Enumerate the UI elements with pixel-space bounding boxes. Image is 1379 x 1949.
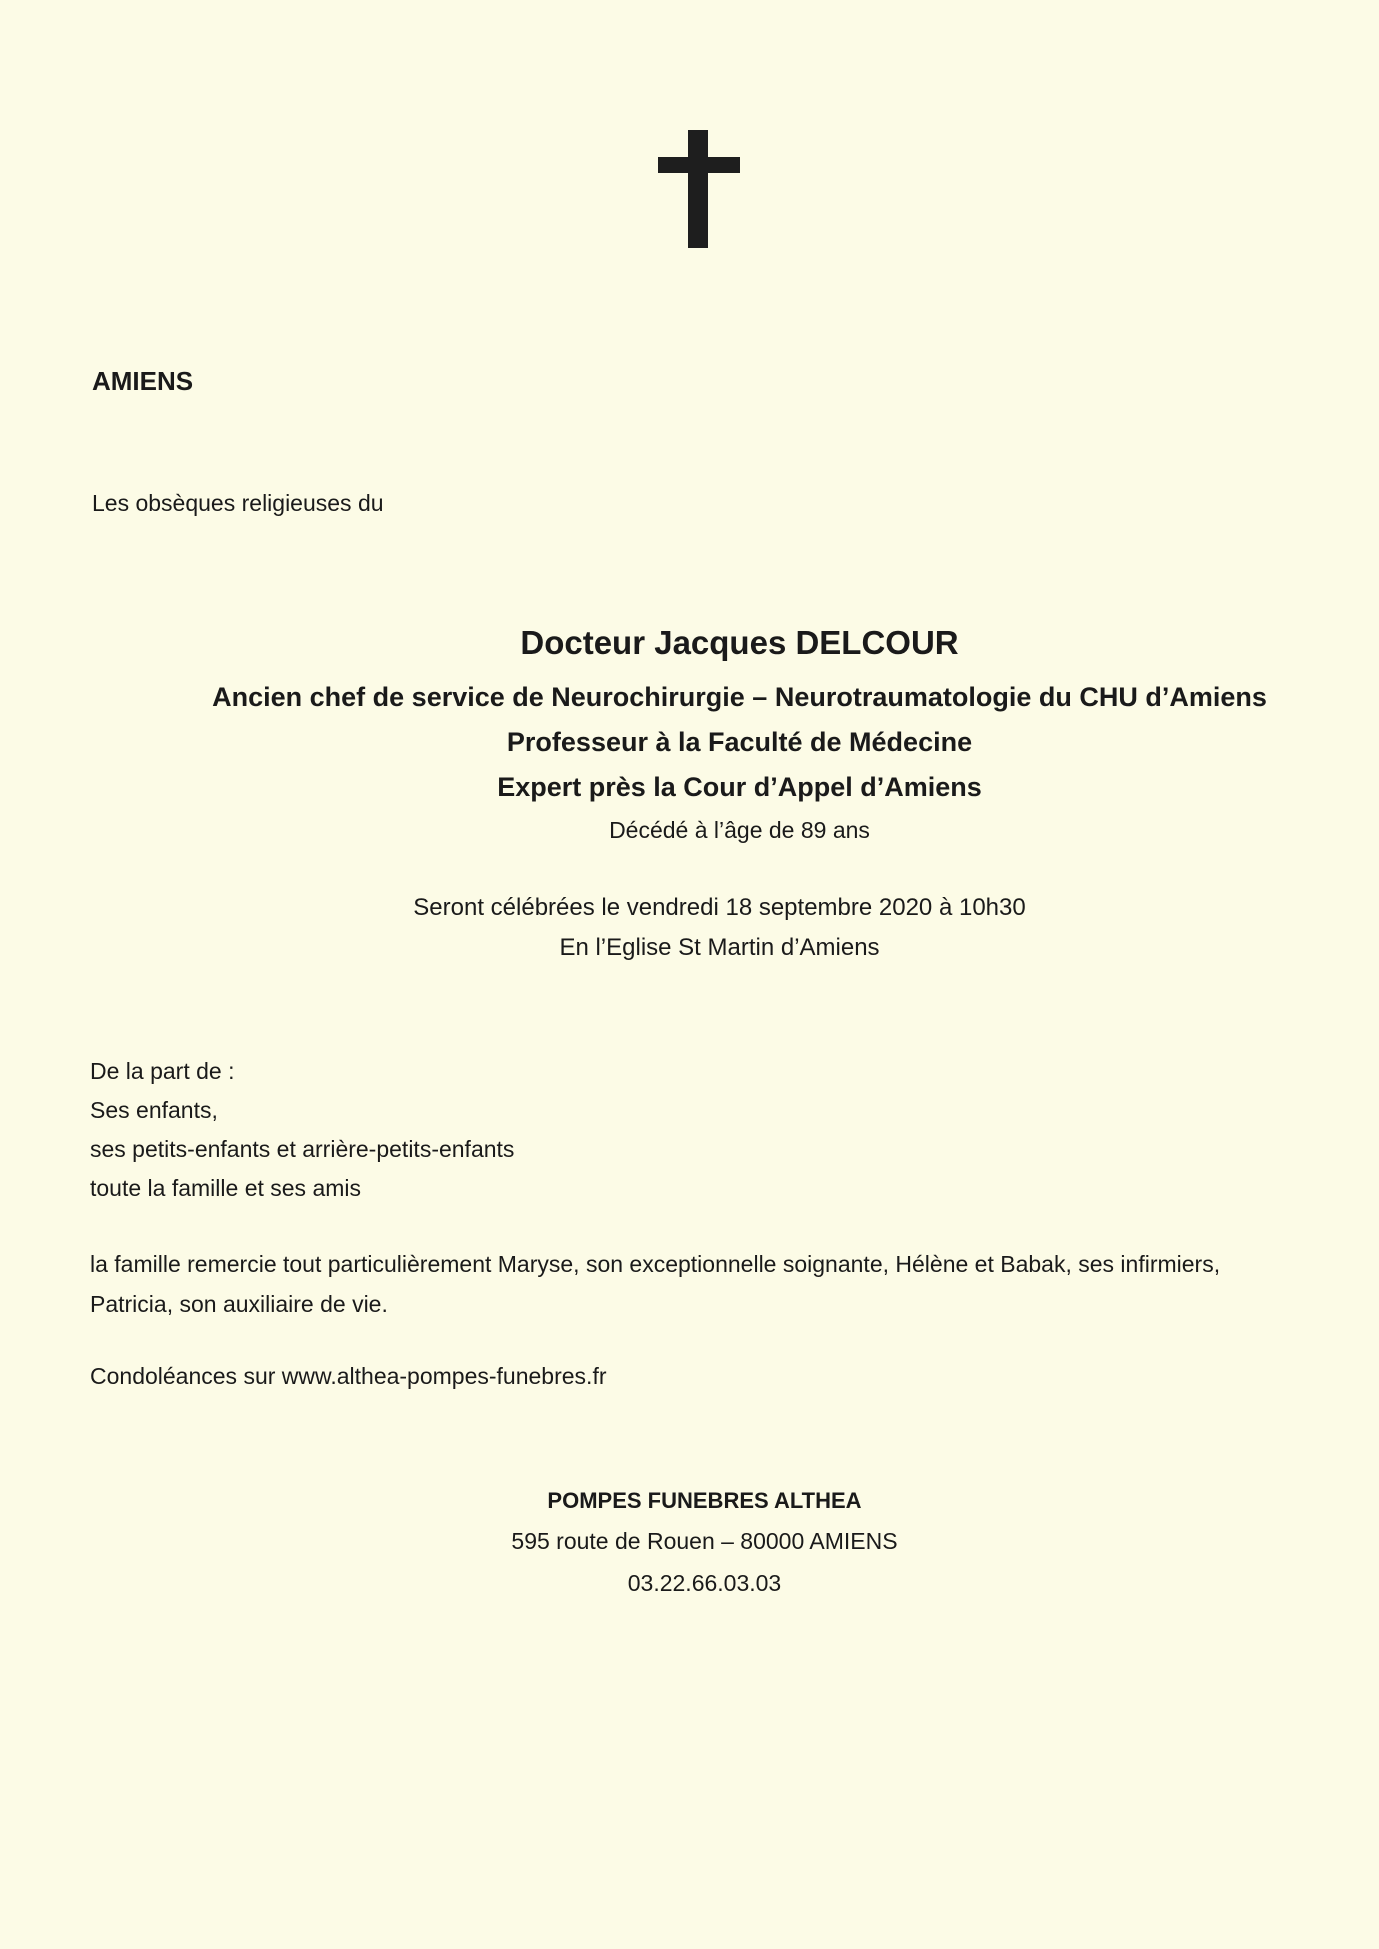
cross-horizontal-bar xyxy=(658,157,740,173)
condolences-text: Condoléances sur www.althea-pompes-funebres.fr xyxy=(90,1363,607,1389)
deceased-name: Docteur Jacques DELCOUR xyxy=(520,624,959,661)
cross-vertical-bar xyxy=(688,130,708,248)
from-line: ses petits-enfants et arrière-petits-enfants xyxy=(90,1136,515,1162)
funeral-home-address: 595 route de Rouen – 80000 AMIENS xyxy=(511,1528,898,1554)
deceased-title-1: Ancien chef de service de Neurochirurgie – Neurotraumatologie du CHU d’Amiens xyxy=(212,682,1267,712)
city-heading: AMIENS xyxy=(92,366,194,396)
funeral-home-phone: 03.22.66.03.03 xyxy=(627,1570,782,1596)
ceremony-place: En l’Eglise St Martin d’Amiens xyxy=(559,934,880,961)
deceased-title-3: Expert près la Cour d’Appel d’Amiens xyxy=(497,772,982,802)
thanks-paragraph: la famille remercie tout particulièrement Maryse, son exceptionnelle soignante, Hélène et Babak, ses infirmiers, Patricia, son auxiliaire de vie. xyxy=(90,1251,1221,1317)
deceased-age: Décédé à l’âge de 89 ans xyxy=(609,817,870,843)
from-line: toute la famille et ses amis xyxy=(90,1175,362,1201)
cross-icon xyxy=(658,130,740,248)
funeral-home-name: POMPES FUNEBRES ALTHEA xyxy=(547,1488,862,1513)
deceased-title-2: Professeur à la Faculté de Médecine xyxy=(506,727,973,757)
ceremony-date: Seront célébrées le vendredi 18 septembre 2020 à 10h30 xyxy=(413,894,1026,921)
from-line: Ses enfants, xyxy=(90,1097,218,1123)
from-block xyxy=(90,1052,514,1208)
from-heading: De la part de : xyxy=(90,1058,235,1084)
intro-text: Les obsèques religieuses du xyxy=(92,490,384,516)
